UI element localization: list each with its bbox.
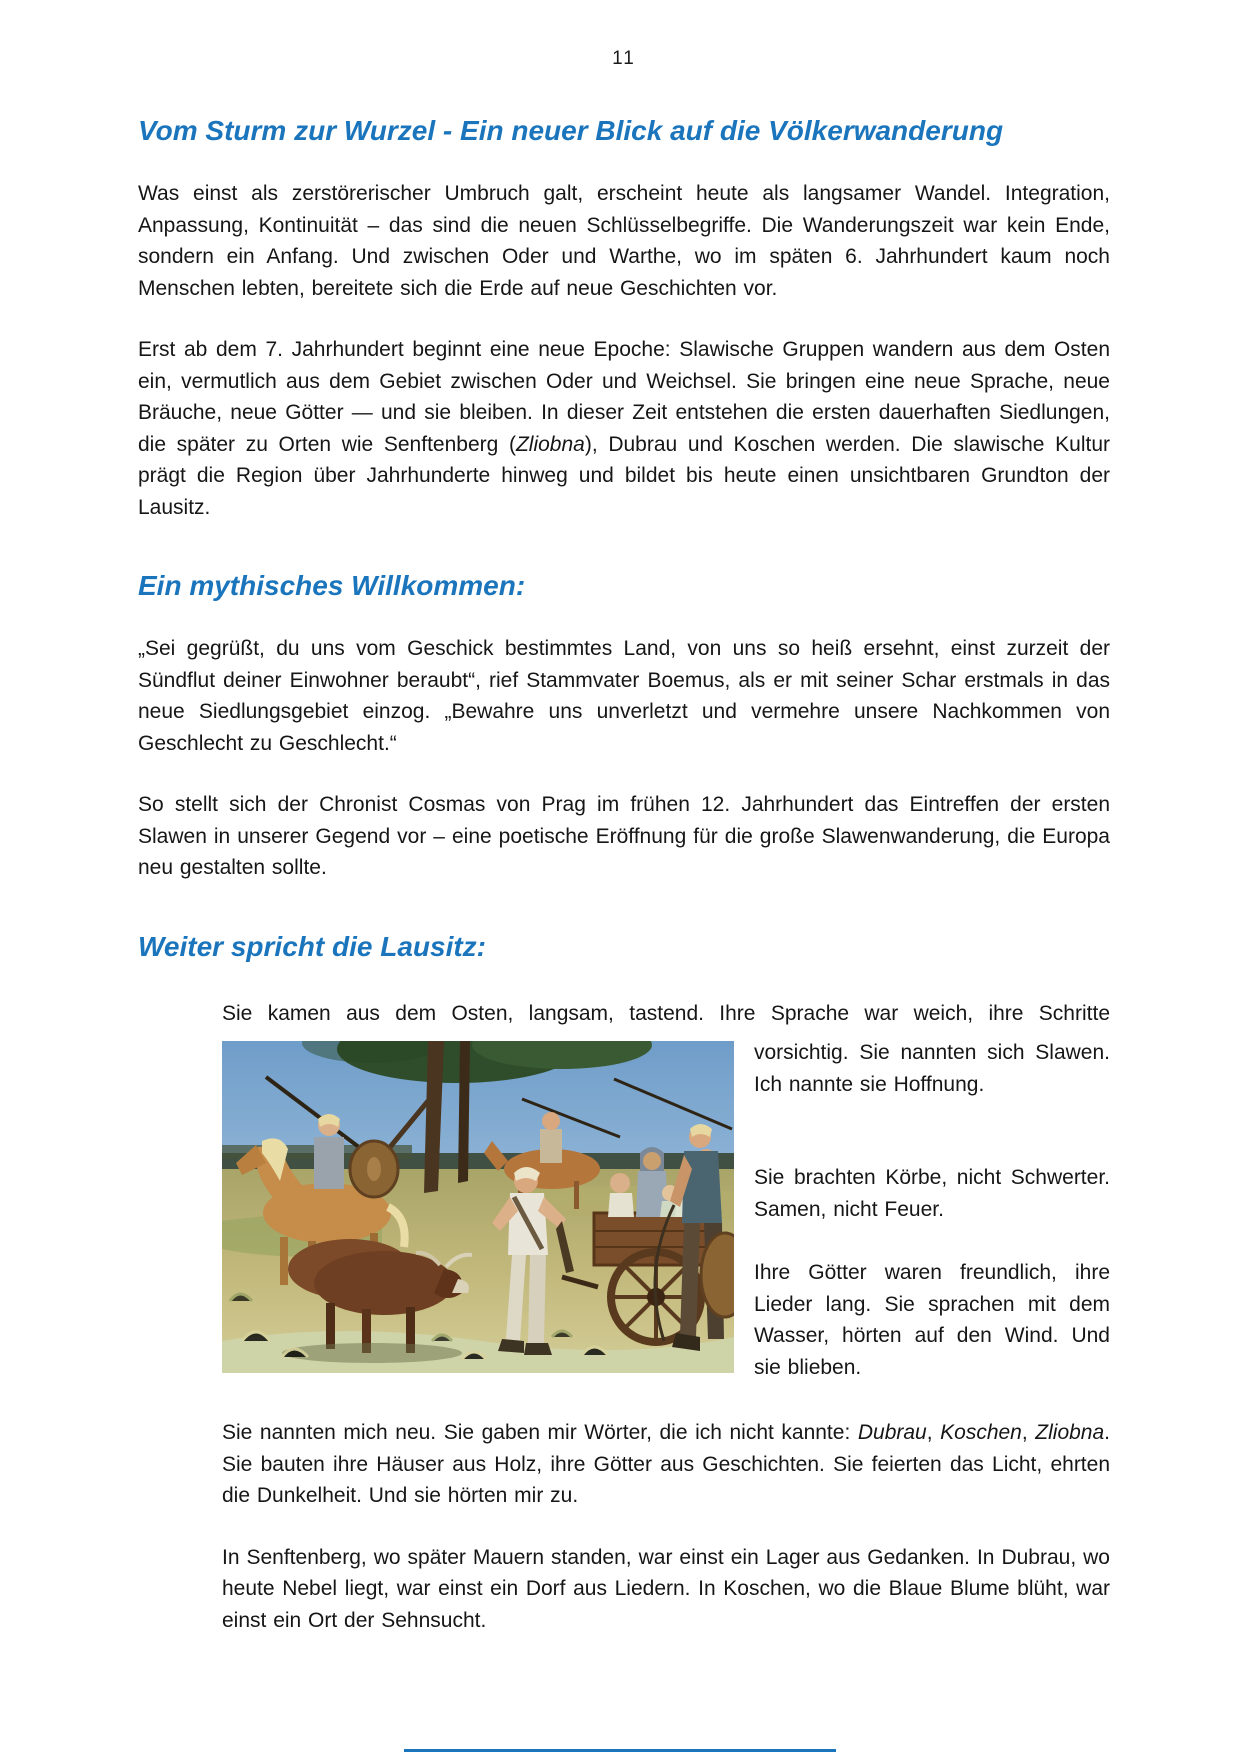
section-heading-voelkerwanderung: Vom Sturm zur Wurzel - Ein neuer Blick auf die Völkerwanderung xyxy=(138,115,1004,146)
place-name-zliobna-2: Zliobna xyxy=(1035,1421,1105,1444)
paragraph-intro-1: Was einst als zerstörerischer Umbruch galt, erscheint heute als langsamer Wandel. Integration, Anpassung, Kontinuität – das sind die neuen Schlüsselbegriffe. Die Wanderungszeit war kein Ende, sondern ein Anfang. Und zwischen Oder und Warthe, wo im späten 6. Jahrhundert kaum noch Menschen lebten, bereitete sich die Erde auf neue Geschichten vor. xyxy=(138,182,1110,300)
paragraph-intro-2 xyxy=(138,334,1110,523)
paragraph-cosmas: So stellt sich der Chronist Cosmas von Prag im frühen 12. Jahrhundert das Eintreffen der ersten Slawen in unserer Gegend vor – eine poetische Eröffnung für die große Slawenwanderung, die Europa neu gestalten sollte. xyxy=(138,793,1110,879)
place-name-koschen: Koschen xyxy=(940,1421,1022,1444)
migration-painting xyxy=(222,1041,734,1373)
image-and-text-block xyxy=(222,1037,1110,1383)
paragraph-intro-2-rest: ), Dubrau und Koschen werden. Die slawische Kultur prägt die Region über Jahrhunderte hinweg und bildet bis heute einen unsichtbaren Grundton der Lausitz. xyxy=(138,432,1111,519)
paragraph-beside-3: Ihre Götter waren freundlich, ihre Lieder lang. Sie sprachen mit dem Wasser, hörten auf den Wind. Und sie blieben. xyxy=(754,1261,1110,1379)
place-name-dubrau: Dubrau xyxy=(857,1421,927,1444)
place-name-zliobna: Zliobna xyxy=(515,432,585,456)
named-places-pre: Sie nannten mich neu. Sie gaben mir Wörter, die ich nicht kannte: xyxy=(222,1421,858,1444)
footer-divider xyxy=(404,1749,836,1752)
named-places-sep1: , xyxy=(926,1421,941,1444)
paragraph-sie-kamen-lead: Sie kamen aus dem Osten, langsam, tastend. Ihre Sprache war weich, ihre Schritte xyxy=(222,1001,1110,1025)
paragraph-beside-2: Sie brachten Körbe, nicht Schwerter. Samen, nicht Feuer. xyxy=(754,1166,1110,1221)
lausitz-voice-section xyxy=(222,998,1110,1637)
paragraph-boemus-quote: „Sei gegrüßt, du uns vom Geschick bestimmtes Land, von uns so heiß ersehnt, einst zurzeit der Sündflut deiner Einwohner beraubt“, rief Stammvater Boemus, als er mit seiner Schar erstmals in das neue Siedlungsgebiet einzog. „Bewahre uns unverletzt und vermehre unsere Nachkommen von Geschlecht zu Geschlecht.“ xyxy=(138,637,1110,755)
named-places-post: . Sie bauten ihre Häuser aus Holz, ihre Götter aus Geschichten. Sie feierten das Licht, ehrten die Dunkelheit. Und sie hörten mir zu. xyxy=(222,1421,1111,1507)
migration-painting-illustration xyxy=(222,1041,734,1373)
paragraph-intro-2-text: Erst ab dem 7. Jahrhundert beginnt eine neue Epoche: Slawische Gruppen wandern aus dem Osten ein, vermutlich aus dem Gebiet zwischen Oder und Weichsel. Sie bringen eine neue Sprache, neue Bräuche, neue Götter — und sie bleiben. In dieser Zeit entstehen die ersten dauerhaften Siedlungen, die später zu Orten wie Senftenberg ( xyxy=(138,338,1110,456)
section-heading-mythisches-willkommen: Ein mythisches Willkommen: xyxy=(138,570,526,601)
named-places-sep2: , xyxy=(1021,1421,1036,1444)
page-number: 11 xyxy=(612,48,636,69)
paragraph-named-places xyxy=(222,1417,1110,1512)
section-heading-weiter-spricht-die-lausitz: Weiter spricht die Lausitz: xyxy=(138,930,486,962)
paragraph-final: In Senftenberg, wo später Mauern standen, war einst ein Lager aus Gedanken. In Dubrau, wo heute Nebel liegt, war einst ein Dorf aus Liedern. In Koschen, wo die Blaue Blume blüht, war einst ein Ort der Sehnsucht. xyxy=(222,1545,1110,1632)
paragraph-beside-1: vorsichtig. Sie nannten sich Slawen. Ich nannte sie Hoffnung. xyxy=(754,1041,1110,1096)
